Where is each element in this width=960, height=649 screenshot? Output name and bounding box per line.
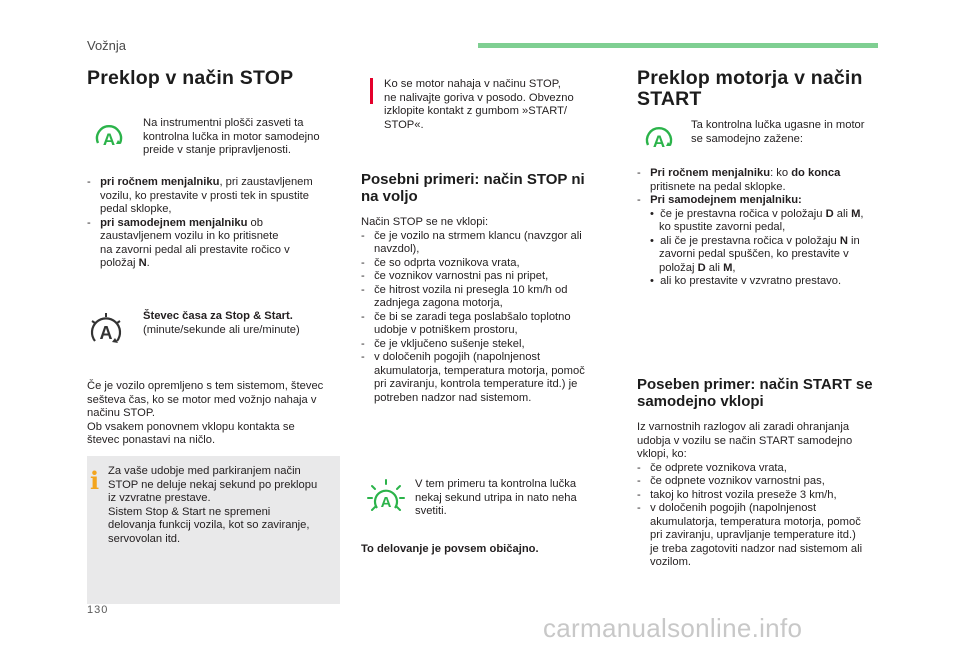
- header-accent-bar: [478, 43, 878, 48]
- section-header: Vožnja: [87, 38, 127, 53]
- flashing-green-icon: [366, 478, 406, 518]
- svg-text:A: A: [380, 494, 392, 511]
- counter-text: Števec časa za Stop & Start. (minute/sekunde ali ure/minute): [143, 310, 300, 336]
- warning-text: Ko se motor nahaja v načinu STOP, ne nalivajte goriva v posodo. Obvezno izklopite kontakt z gumbom »START/ STOP«.: [384, 78, 574, 131]
- counter-paragraph: Če je vozilo opremljeno s tem sistemom, števec seštevа čas, ko se motor med vožnjo nahaja v načinu STOP. Ob vsakem ponovnem vklopu kontakta se števec ponastavi na ničlo.: [87, 380, 324, 446]
- title-stop-mode: Preklop v način STOP: [87, 67, 294, 89]
- title-special-start: Poseben primer: način START se samodejno vklopi: [637, 376, 873, 410]
- svg-text:A: A: [102, 130, 116, 149]
- watermark: carmanualsonline.info: [543, 613, 803, 643]
- info-box-text: Za vaše udobje med parkiranjem način STOP ne deluje nekaj sekund po preklopu iz vzvratne prestave. Sistem Stop & Start ne spremeni delovanja funkcij vozila, kot so zaviranje, servovolan itd.: [108, 465, 318, 545]
- stop-icon-text: Na instrumentni plošči zasveti ta kontrolna lučka in motor samodejno preide v stanje pripravljenosti.: [143, 117, 320, 156]
- svg-text:A: A: [652, 132, 666, 151]
- stop-unavailable-list: Način STOP se ne vklopi: - če je vozilo na strmem klancu (navzgor ali navzdol), - če so odprta voznikova vrata, - če voznikov varnostni pas ni pripet, - če hitrost vozila ni presegla 10 km/h od zadnjega zagona motorja, - če bi se zaradi tega poslabšalo toplotno udobje v potniškem prostoru, - če je vključeno sušenje stekel, - v določenih pogojih (napolnjenost akumulatorja, temperatura motorja, pomoč pri zaviranju, kontrola temperature itd.) je potreben nadzor nad sistemom.: [361, 216, 585, 404]
- counter-icon: [88, 311, 124, 349]
- title-start-mode: Preklop motorja v način START: [637, 67, 863, 110]
- svg-text:A: A: [99, 323, 113, 343]
- start-green-icon: [642, 123, 676, 151]
- start-icon-text: Ta kontrolna lučka ugasne in motor se samodejno zažene:: [691, 119, 865, 145]
- info-icon: i: [90, 466, 100, 495]
- special-start-list: Iz varnostnih razlogov ali zaradi ohranjanja udobja v vozilu se način START samodejno vklopi, ko: - če odprete voznikova vrata, - če odpnete voznikov varnostni pas, - takoj ko hitrost vozila preseže 3 km/h, - v določenih pogojih (napolnjenost akumulatorja, temperatura motorja, pomoč pri zaviranju, upravljanje temperature itd.) je treba zagotoviti nadzor nad sistemom ali vozilom.: [637, 421, 863, 568]
- warning-icon: [370, 78, 373, 104]
- stop-conditions-list: - pri ročnem menjalniku, pri zaustavljenem vozilu, ko prestavite v prosti tek in spustite pedal sklopke, - pri samodejnem menjalniku ob zaustavljenem vozilu in ko pritisnete na zavorni pedal ali prestavite ročico v položaj N.: [87, 176, 313, 269]
- page-number: 130: [87, 604, 109, 616]
- title-stop-unavailable: Posebni primeri: način STOP ni na voljo: [361, 171, 585, 205]
- start-conditions-list: - Pri ročnem menjalniku: ko do konca pritisnete na pedal sklopke. - Pri samodejnem menjalniku: • če je prestavna ročica v položaju D ali M, ko spustite zavorni pedal, • ali če je prestavna ročica v položaju N in zavorni pedal spuščen, ko prestavite v položaj D ali M, • ali ko prestavite v vzvratno prestavo.: [637, 167, 864, 287]
- normal-operation-note: To delovanje je povsem običajno.: [361, 543, 539, 555]
- stop-start-green-icon: [92, 121, 126, 149]
- flash-text: V tem primeru ta kontrolna lučka nekaj sekund utripa in nato neha svetiti.: [415, 478, 577, 517]
